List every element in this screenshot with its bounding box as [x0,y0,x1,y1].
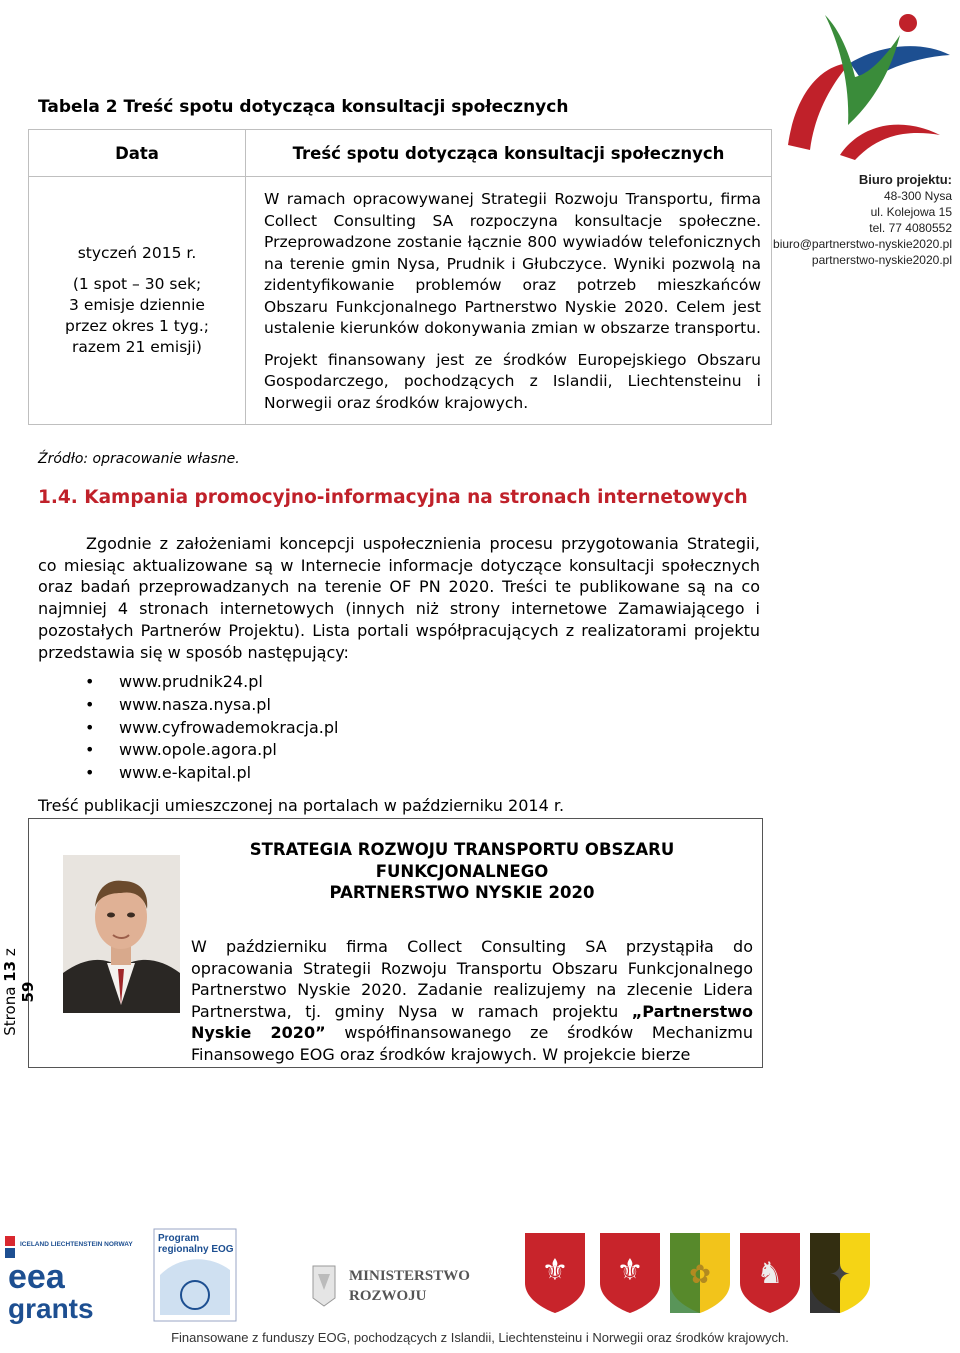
spot-content-table [28,129,772,425]
svg-text:⚜: ⚜ [541,1253,569,1288]
article-box [28,818,763,1068]
crest-icon [670,1233,730,1313]
section-heading: 1.4. Kampania promocyjno-informacyjna na stronach internetowych [38,487,748,508]
page-sep: z [1,948,19,957]
table-caption: Tabela 2 Treść spotu dotycząca konsultacji społecznych [38,97,569,117]
program-regionalny-logo [150,1225,240,1325]
list-item[interactable]: • www.e-kapital.pl [85,762,338,785]
date-line: (1 spot – 30 sek; [72,275,202,293]
ministry-line1: MINISTERSTWO [349,1268,470,1284]
content-paragraph: W ramach opracowywanej Strategii Rozwoju Transportu, firma Collect Consulting SA rozpoczyna konsultacje społeczne. Przeprowadzone zostanie łącznie 800 wywiadów telefonicznych na terenie gmin Nysa, Prudnik i Głubczyce. Wyniki pozwolą na zidentyfikowanie problemów oraz potrzeb mieszkańców Obszaru Funkcjonalnego Partnerstwo Nyskie 2020. Celem jest ustalenie kierunków dokonywania zmian w obszarze transportu. [264,190,761,337]
header-content: Treść spotu dotycząca konsultacji społecznych [246,130,772,177]
program-name: Program regionalny EOG [158,1233,234,1255]
article-title-line: FUNKCJONALNEGO [375,861,549,881]
partnership-logo [780,5,955,165]
date-line: 3 emisje dziennie [69,296,205,314]
crest-icon [810,1233,870,1313]
date-cell [29,177,246,425]
page-total: 59 [19,981,37,1003]
svg-text:✦: ✦ [829,1260,851,1290]
grants-word: grants [8,1293,94,1324]
section-paragraph: Zgodnie z założeniami koncepcji uspołecznienia procesu przygotowania Strategii, co miesiąc aktualizowane są w Internecie informacje dotyczące konsultacji społecznych oraz badań przeprowadzanych na terenie OF PN 2020. Treści te publikowane są na co najmniej 4 stronach internetowych (innych niż strony internetowe Zamawiającego i pozostałych Partnerów Projektu). Lista portali współpracujących z realizatorami projektu przedstawia się w sposób następujący: [38,534,760,662]
list-item[interactable]: • www.prudnik24.pl [85,671,338,694]
article-text-part: współfinansowanego ze środków Mechanizmu Finansowego EOG oraz środków krajowych. W projekcie bierze [191,1023,753,1064]
office-email[interactable]: biuro@partnerstwo-nyskie2020.pl [773,237,952,251]
article-text-part: W październiku firma Collect Consulting SA przystąpiła do opracowania Strategii Rozwoju Transportu Obszaru Funkcjonalnego Partnerstwo Nyskie 2020. Zadanie realizujemy na zlecenie Lidera Partnerstwa, tj. gminy Nysa w ramach projektu [191,937,753,1021]
ministry-line2: ROZWOJU [349,1288,427,1304]
eea-grants-logo [0,1218,135,1333]
content-cell [246,177,772,425]
footer-funding-text: Finansowane z funduszy EOG, pochodzących z Islandii, Liechtensteinu i Norwegii oraz środków krajowych. [171,1330,789,1345]
svg-text:✿: ✿ [689,1260,711,1290]
municipality-crests [520,1228,900,1318]
publication-note: Treść publikacji umieszczonej na portalach w październiku 2014 r. [38,796,565,815]
office-address-street: ul. Kolejowa 15 [870,205,952,219]
article-project-name: „Partnerstwo Nyskie 2020” [191,1001,753,1043]
date-line: przez okres 1 tyg.; [64,317,209,335]
article-text [191,936,753,1066]
content-paragraph: Projekt finansowany jest ze środków Europejskiego Obszaru Gospodarczego, pochodzących z Islandii, Liechtensteinu i Norwegii oraz środków krajowych. [264,350,761,412]
list-item[interactable]: • www.opole.agora.pl [85,739,338,762]
person-photo [63,855,180,1013]
crest-icon [600,1233,660,1313]
list-item[interactable]: • www.cyfrowademokracja.pl [85,717,338,740]
table-row [29,177,772,425]
page-number [1,937,37,1047]
page-current: 13 [1,960,19,982]
date-line: razem 21 emisji) [72,338,202,356]
svg-text:♞: ♞ [756,1256,784,1291]
project-office-info [772,172,952,268]
ministry-logo [305,1258,480,1313]
source-note: Źródło: opracowanie własne. [38,451,240,467]
article-title-line: STRATEGIA ROZWOJU TRANSPORTU OBSZARU [249,840,675,859]
svg-text:⚜: ⚜ [616,1253,644,1288]
eea-word: eea [8,1258,65,1296]
header-date: Data [29,130,246,177]
office-title: Biuro projektu: [858,172,952,187]
list-item[interactable]: • www.nasza.nysa.pl [85,694,338,717]
article-title-line: PARTNERSTWO NYSKIE 2020 [329,883,595,902]
eea-countries: ICELAND LIECHTENSTEIN NORWAY [20,1241,133,1248]
office-address-city: 48-300 Nysa [883,189,952,203]
office-website[interactable]: partnerstwo-nyskie2020.pl [811,253,952,267]
table-header-row [29,130,772,177]
page-label: Strona [1,986,19,1036]
section-body [38,533,760,663]
date-line: styczeń 2015 r. [77,244,197,262]
office-phone: tel. 77 4080552 [869,221,952,235]
article-title [189,839,735,904]
portal-list [85,671,338,785]
crest-icon [525,1233,585,1313]
crest-icon [740,1233,800,1313]
